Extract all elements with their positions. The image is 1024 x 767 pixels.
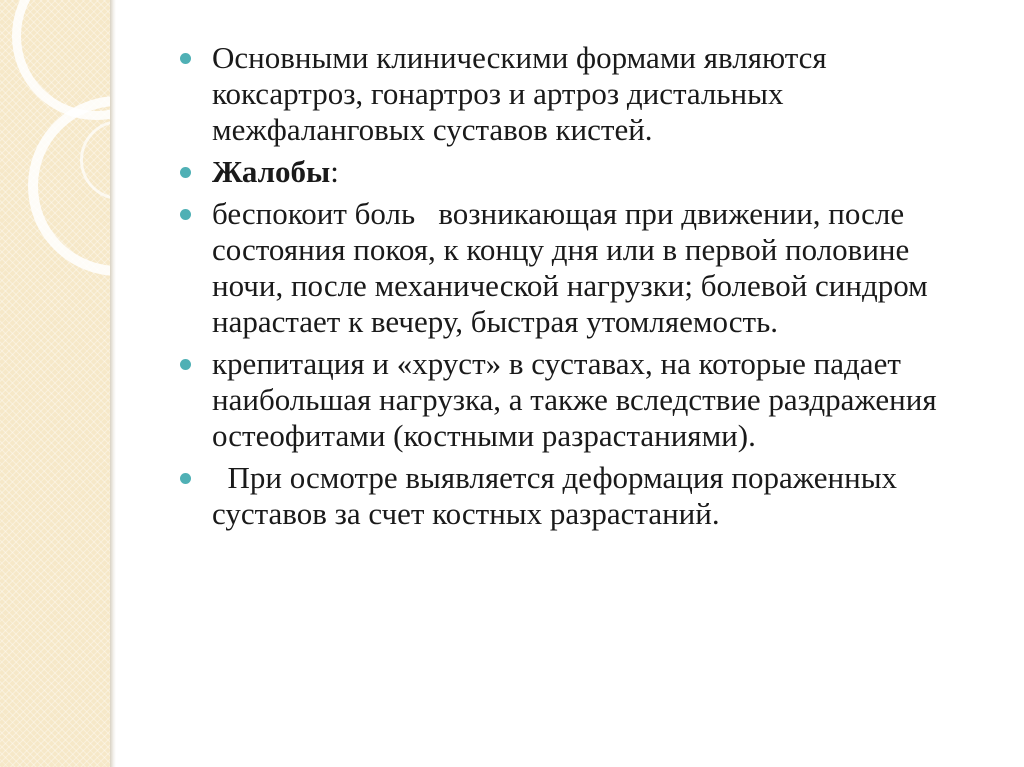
bullet-dot-icon [180,209,191,220]
bullet-item-crepitation [180,346,985,454]
bullet-dot-icon [180,167,191,178]
panel-edge-divider [110,0,116,767]
bullet-text: беспокоит боль возникающая при движении, после состояния покоя, к концу дня или в первой половине ночи, после механической нагрузки; болевой синдром нарастает к вечеру, быстрая утомляемость. [212,196,936,339]
bullet-text: При осмотре выявляется деформация пораженных суставов за счет костных разрастаний. [212,460,905,531]
complaints-heading: Жалобы [212,154,331,189]
decorative-side-panel [0,0,110,767]
bullet-dot-icon [180,473,191,484]
bullet-item-clinical-forms [180,40,985,148]
bullet-text: крепитация и «хруст» в суставах, на которые падает наибольшая нагрузка, а также вследствие раздражения остеофитами (костными разрастаниями). [212,346,953,453]
bullet-list [180,40,985,538]
bullet-item-pain [180,196,985,340]
bullet-dot-icon [180,359,191,370]
bullet-item-complaints [180,154,985,190]
bullet-text: Основными клиническими формами являются коксартроз, гонартроз и артроз дистальных межфаланговых суставов кистей. [212,40,835,147]
bullet-dot-icon [180,53,191,64]
complaints-colon: : [330,154,339,189]
bullet-item-examination [180,460,985,532]
